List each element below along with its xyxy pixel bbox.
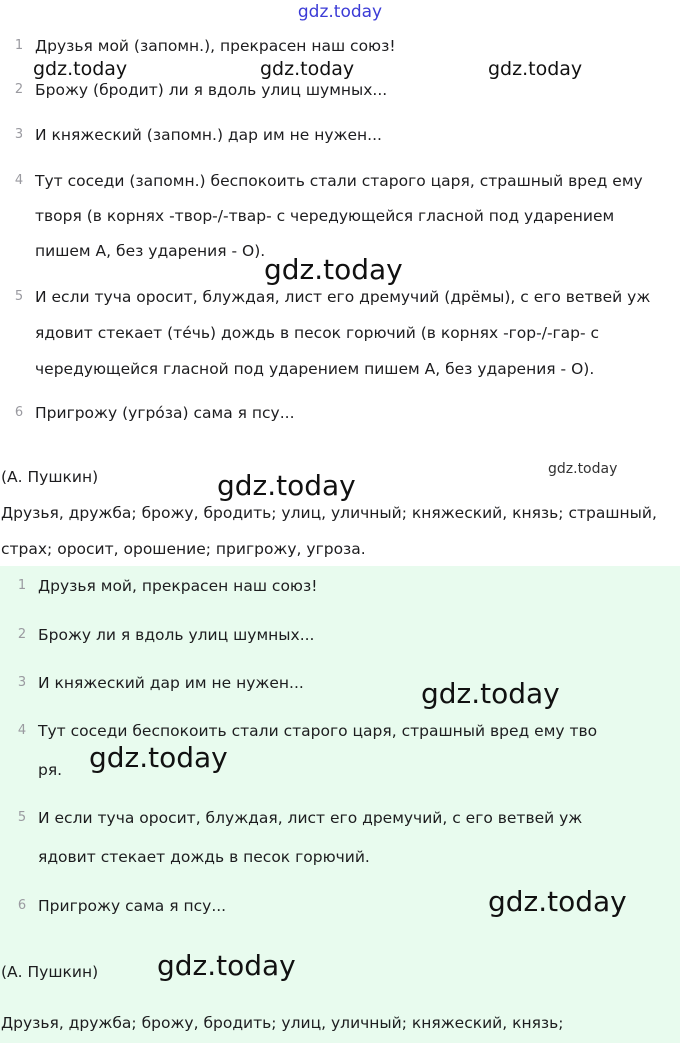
watermark: gdz.today [33, 58, 128, 80]
line-text: И княжеский (запомн.) дар им не нужен... [35, 126, 382, 144]
line-text: Тут соседи беспокоить стали старого царя, страшный вред ему тво [38, 722, 598, 740]
watermark: gdz.today [421, 677, 560, 710]
line-text: И если туча оросит, блуждая, лист его дремучий (дрёмы), с его ветвей уж [35, 288, 651, 306]
line-text: Друзья мой, прекрасен наш союз! [38, 577, 318, 595]
watermark: gdz.today [488, 58, 583, 80]
line-text: ря. [38, 761, 63, 779]
word-pairs-line: Друзья, дружба; брожу, бродить; улиц, уличный; княжеский, князь; [1, 1014, 564, 1032]
header-watermark: gdz.today [297, 2, 383, 22]
line-text: ядовит стекает (тéчь) дождь в песок горючий (в корнях -гор-/-гар- с [35, 324, 600, 342]
author-credit: (А. Пушкин) [1, 963, 99, 981]
line-text: Брожу (бродит) ли я вдоль улиц шумных... [35, 81, 388, 99]
word-pairs-line: Друзья, дружба; брожу, бродить; улиц, уличный; княжеский, князь; страшный, [1, 504, 657, 522]
line-number: 6 [17, 898, 27, 913]
line-number: 1 [14, 38, 24, 53]
word-pairs-line: страх; оросит, орошение; пригрожу, угроза. [1, 540, 366, 558]
line-number: 2 [17, 627, 27, 642]
watermark: gdz.today [548, 461, 618, 477]
watermark: gdz.today [264, 253, 403, 286]
watermark: gdz.today [157, 949, 296, 982]
author-credit: (А. Пушкин) [1, 468, 99, 486]
line-text: Тут соседи (запомн.) беспокоить стали старого царя, страшный вред ему [35, 172, 643, 190]
line-text: И если туча оросит, блуждая, лист его дремучий, с его ветвей уж [38, 809, 583, 827]
watermark: gdz.today [260, 58, 355, 80]
watermark: gdz.today [217, 469, 356, 502]
line-number: 5 [17, 810, 27, 825]
line-number: 6 [14, 405, 24, 420]
line-number: 3 [14, 127, 24, 142]
line-text: пишем А, без ударения - О). [35, 242, 266, 260]
line-text: ядовит стекает дождь в песок горючий. [38, 848, 370, 866]
line-number: 4 [14, 173, 24, 188]
line-text: чередующейся гласной под ударением пишем А, без ударения - О). [35, 360, 595, 378]
line-number: 2 [14, 82, 24, 97]
watermark: gdz.today [488, 885, 627, 918]
line-text: Пригрожу (угрóза) сама я псу... [35, 404, 295, 422]
line-text: И княжеский дар им не нужен... [38, 674, 304, 692]
line-number: 3 [17, 675, 27, 690]
line-text: творя (в корнях -твор-/-твар- с чередующейся гласной под ударением [35, 207, 615, 225]
line-text: Пригрожу сама я псу... [38, 897, 227, 915]
line-number: 4 [17, 723, 27, 738]
watermark: gdz.today [89, 741, 228, 774]
line-number: 1 [17, 578, 27, 593]
line-text: Брожу ли я вдоль улиц шумных... [38, 626, 315, 644]
line-number: 5 [14, 289, 24, 304]
line-text: Друзья мой (запомн.), прекрасен наш союз! [35, 37, 396, 55]
